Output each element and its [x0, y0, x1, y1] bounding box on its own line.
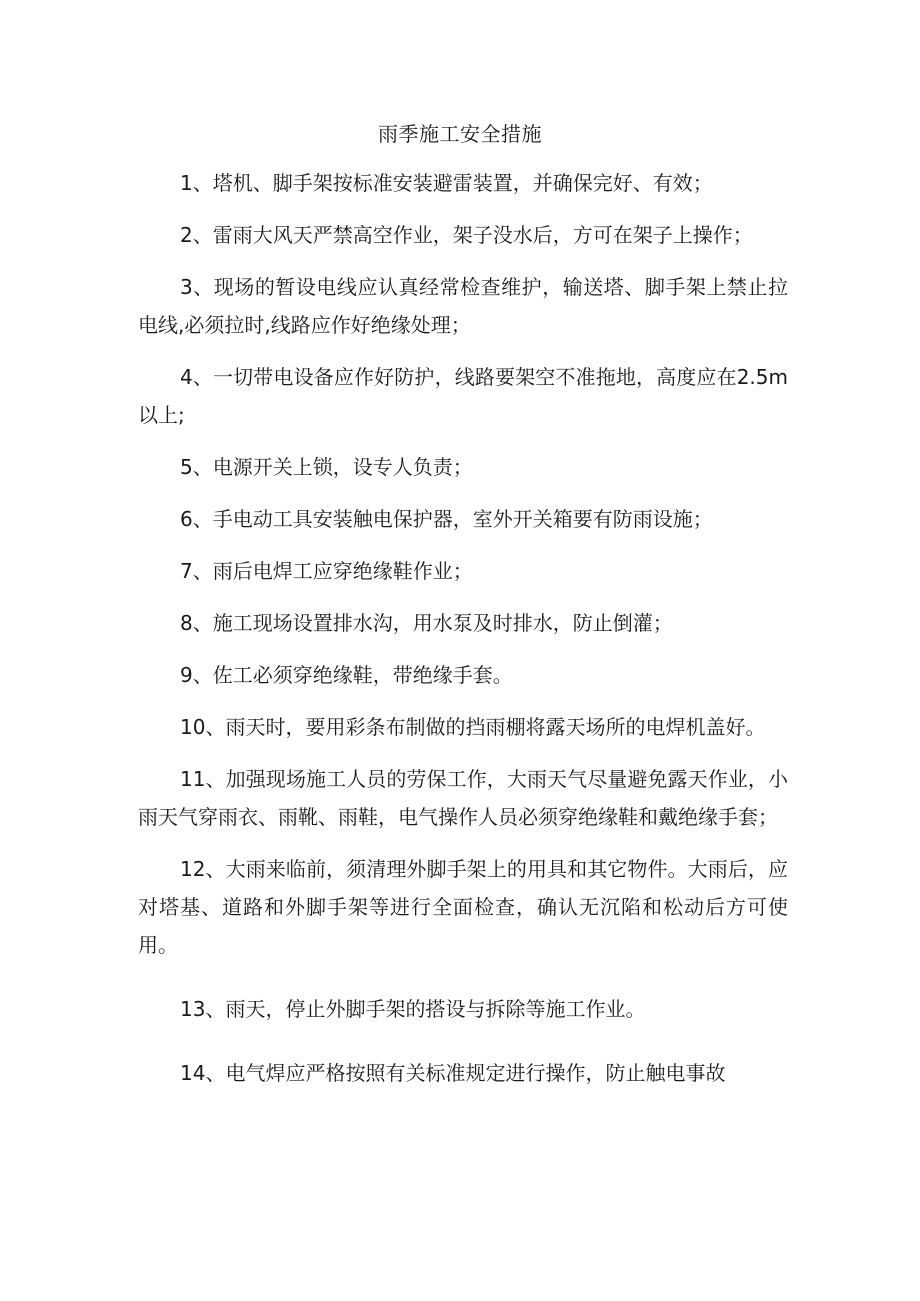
- list-item-1: 1、塔机、脚手架按标准安装避雷装置，并确保完好、有效；: [180, 171, 713, 195]
- list-item-11: 11、加强现场施工人员的劳保工作，大雨天气尽量避免露天作业，小雨天气穿雨衣、雨靴、雨鞋，电气操作人员必须穿绝缘鞋和戴绝缘手套；: [138, 767, 788, 829]
- list-item-12: 12、大雨来临前，须清理外脚手架上的用具和其它物件。大雨后，应对塔基、道路和外脚手架等进行全面检查，确认无沉陷和松动后方可使用。: [138, 857, 788, 957]
- list-item-14: 14、电气焊应严格按照有关标准规定进行操作，防止触电事故: [180, 1061, 726, 1085]
- list-item-2: 2、雷雨大风天严禁高空作业，架子没水后，方可在架子上操作；: [180, 223, 753, 247]
- document-body: [138, 164, 788, 1106]
- list-item-8: 8、施工现场设置排水沟，用水泵及时排水，防止倒灌；: [180, 611, 673, 635]
- list-item-9: 9、佐工必须穿绝缘鞋，带绝缘手套。: [180, 663, 513, 687]
- document-title: 雨季施工安全措施: [378, 122, 542, 146]
- list-item-4: 4、一切带电设备应作好防护，线路要架空不准拖地，高度应在2.5m以上;: [138, 365, 788, 427]
- list-item-10: 10、雨天时，要用彩条布制做的挡雨棚将露天场所的电焊机盖好。: [180, 715, 766, 739]
- list-item-13: 13、雨天，停止外脚手架的搭设与拆除等施工作业。: [180, 997, 646, 1021]
- list-item-5: 5、电源开关上锁，设专人负责；: [180, 455, 473, 479]
- list-item-6: 6、手电动工具安装触电保护器，室外开关箱要有防雨设施；: [180, 507, 713, 531]
- list-item-7: 7、雨后电焊工应穿绝缘鞋作业；: [180, 559, 473, 583]
- list-item-3: 3、现场的暂设电线应认真经常检查维护，输送塔、脚手架上禁止拉电线,必须拉时,线路应作好绝缘处理；: [138, 275, 788, 337]
